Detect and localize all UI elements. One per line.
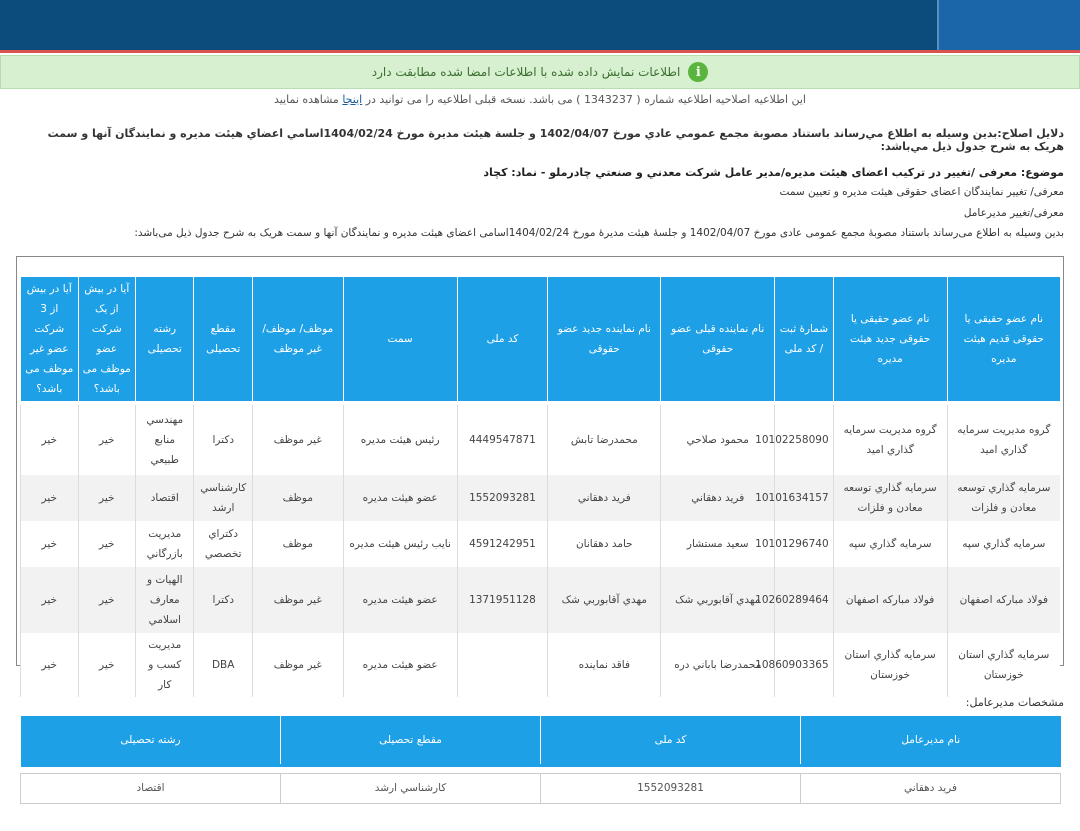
cell-field: الهيات و معارف اسلامي — [136, 567, 194, 633]
cell-registration-no: 10860903365 — [775, 633, 833, 697]
cell-position: عضو هيئت مديره — [343, 567, 457, 633]
info-icon: i — [688, 62, 708, 82]
cell-field: مديريت کسب و کار — [136, 633, 194, 697]
cell-previous-rep: مهدي آقابوربي شک — [661, 567, 775, 633]
cell-old-member: سرمايه گذاري استان خوزستان — [947, 633, 1060, 697]
cell-new-member: سرمايه گذاري استان خوزستان — [833, 633, 947, 697]
cell-old-member: گروه مديريت سرمايه گذاري اميد — [947, 405, 1060, 475]
col-ceo-national-id: کد ملی — [541, 716, 801, 764]
col-registration-no: شمارهٔ ثبت / کد ملی — [775, 277, 833, 401]
board-table-header — [21, 277, 1061, 401]
cell-ceo-national-id: 1552093281 — [541, 773, 801, 803]
col-national-id: کد ملی — [457, 277, 548, 401]
cell-old-member: فولاد مبارکه اصفهان — [947, 567, 1060, 633]
cell-previous-rep: محمدرضا باباني دره — [661, 633, 775, 697]
cell-ceo-degree: کارشناسي ارشد — [281, 773, 541, 803]
header-accent-line — [0, 50, 1080, 53]
cell-national-id — [457, 633, 548, 697]
col-new-member: نام عضو حقیقی یا حقوقی جدید هیئت مدیره — [833, 277, 947, 401]
cell-degree: DBA — [194, 633, 252, 697]
cell-national-id: 1552093281 — [457, 475, 548, 521]
alert-text: اطلاعات نمایش داده شده با اطلاعات امضا شده مطابقت دارد — [371, 65, 681, 79]
col-field: رشته تحصیلی — [136, 277, 194, 401]
cell-new-rep: فريد دهقاني — [548, 475, 661, 521]
table-row — [21, 405, 1061, 475]
cell-new-rep: مهدي آقابوربي شک — [548, 567, 661, 633]
cell-new-member: فولاد مبارکه اصفهان — [833, 567, 947, 633]
cell-field: مديريت بازرگاني — [136, 521, 194, 567]
cell-old-member: سرمايه گذاري توسعه معادن و فلزات — [947, 475, 1060, 521]
col-ceo-degree: مقطع تحصیلی — [281, 716, 541, 764]
signature-match-alert — [0, 55, 1080, 89]
header-logo-area — [937, 0, 1080, 50]
cell-previous-rep: فريد دهقاني — [661, 475, 775, 521]
cell-registration-no: 10102258090 — [775, 405, 833, 475]
col-ceo-field: رشته تحصیلی — [21, 716, 281, 764]
cell-executive-status: غیر موظف — [252, 633, 343, 697]
col-degree: مقطع تحصیلی — [194, 277, 252, 401]
cell-new-member: سرمايه گذاري توسعه معادن و فلزات — [833, 475, 947, 521]
col-executive-status: موظف/ موظف/غیر موظف — [252, 277, 343, 401]
cell-degree: کارشناسي ارشد — [194, 475, 252, 521]
cell-multi-nonexec: خیر — [21, 405, 79, 475]
cell-degree: دکترا — [194, 405, 252, 475]
cell-position: نايب رئيس هيئت مديره — [343, 521, 457, 567]
cell-registration-no: 10101634157 — [775, 475, 833, 521]
cell-multi-nonexec: خیر — [21, 633, 79, 697]
table-row — [21, 773, 1061, 803]
board-members-table-container — [16, 256, 1064, 691]
table-row — [21, 633, 1061, 697]
cell-old-member: سرمايه گذاري سپه — [947, 521, 1060, 567]
cell-previous-rep: محمود صلاحي — [661, 405, 775, 475]
announcement-subject: موضوع: معرفی /تغییر در ترکیب اعضای هیئت مدیره/مدیر عامل شرکت معدني و صنعتي چادرملو - نماد: کچاد — [483, 166, 1064, 179]
cell-position: عضو هيئت مديره — [343, 633, 457, 697]
cell-new-rep: محمدرضا تابش — [548, 405, 661, 475]
cell-new-member: سرمايه گذاري سپه — [833, 521, 947, 567]
previous-version-link[interactable]: اینجا — [342, 93, 363, 106]
cell-national-id: 1371951128 — [457, 567, 548, 633]
col-ceo-name: نام مدیرعامل — [801, 716, 1061, 764]
cell-executive-status: موظف — [252, 475, 343, 521]
cell-multi-nonexec: خیر — [21, 521, 79, 567]
cell-executive-status: موظف — [252, 521, 343, 567]
cell-field: اقتصاد — [136, 475, 194, 521]
col-multi-exec: آیا در بیش از یک شرکت عضو موظف می باشد؟ — [78, 277, 135, 401]
col-multi-nonexec: آیا در بیش از 3 شرکت عضو غیر موظف می باشد؟ — [21, 277, 79, 401]
cell-multi-exec: خیر — [78, 405, 135, 475]
ceo-table — [20, 716, 1061, 804]
intro-line-2: معرفی/تغییر مدیرعامل — [963, 207, 1064, 219]
cell-multi-nonexec: خیر — [21, 567, 79, 633]
intro-line-1: معرفی/ تغییر نمایندگان اعضای حقوقی هیئت مدیره و تعیین سمت — [779, 186, 1064, 198]
notice-text-before: این اطلاعیه اصلاحیه اطلاعیه شماره ( 1343237 ) می باشد. نسخه قبلی اطلاعیه را می توانید در — [362, 93, 806, 106]
table-row — [21, 475, 1061, 521]
cell-executive-status: غیر موظف — [252, 405, 343, 475]
cell-degree: دکترا — [194, 567, 252, 633]
cell-position: عضو هيئت مديره — [343, 475, 457, 521]
cell-position: رئيس هيئت مديره — [343, 405, 457, 475]
cell-registration-no: 10101296740 — [775, 521, 833, 567]
cell-executive-status: غیر موظف — [252, 567, 343, 633]
cell-multi-exec: خیر — [78, 521, 135, 567]
cell-new-rep: فاقد نماينده — [548, 633, 661, 697]
cell-national-id: 4591242951 — [457, 521, 548, 567]
cell-multi-exec: خیر — [78, 633, 135, 697]
table-row — [21, 567, 1061, 633]
ceo-section-title: مشخصات مدیرعامل: — [965, 696, 1064, 709]
cell-new-rep: حامد دهقانان — [548, 521, 661, 567]
cell-multi-nonexec: خیر — [21, 475, 79, 521]
cell-multi-exec: خیر — [78, 567, 135, 633]
notice-text-after: مشاهده نمایید — [273, 93, 343, 106]
cell-degree: دکتراي تخصصي — [194, 521, 252, 567]
col-old-member: نام عضو حقیقی یا حقوقی قدیم هیئت مدیره — [947, 277, 1060, 401]
cell-previous-rep: سعيد مستشار — [661, 521, 775, 567]
cell-national-id: 4449547871 — [457, 405, 548, 475]
board-members-table — [20, 277, 1060, 697]
correction-notice — [0, 93, 1080, 106]
cell-multi-exec: خیر — [78, 475, 135, 521]
cell-registration-no: 10260289464 — [775, 567, 833, 633]
cell-ceo-field: اقتصاد — [21, 773, 281, 803]
cell-ceo-name: فريد دهقاني — [801, 773, 1061, 803]
col-previous-rep: نام نماینده قبلی عضو حقوقی — [661, 277, 775, 401]
col-new-rep: نام نماینده جدید عضو حقوقی — [548, 277, 661, 401]
table-row — [21, 521, 1061, 567]
cell-field: مهندسي منابع طبيعي — [136, 405, 194, 475]
ceo-table-header — [21, 716, 1061, 764]
col-position: سمت — [343, 277, 457, 401]
correction-reasons: دلایل اصلاح:بدين وسيله به اطلاع مي‌رساند باستناد مصوبة مجمع عمومي عادي مورخ 1402/04/07 و جلسة هيئت مديرة مورخ 1404/02/24اسامي اعضاي هيئت مديره و نمايندگان آنها و سمت هريک به شرح جدول ذيل مي‌باشد: — [47, 127, 1064, 153]
intro-line-3: بدین وسیله به اطلاع می‌رساند باستناد مصوبهٔ مجمع عمومی عادی مورخ 1402/04/07 و جلسهٔ هیئت مدیرهٔ مورخ 1404/02/24اسامی اعضای هیئت مدیره و نمایندگان آنها و سمت هریک به شرح جدول ذیل می‌باشد: — [134, 227, 1064, 239]
cell-new-member: گروه مديريت سرمايه گذاري اميد — [833, 405, 947, 475]
top-header-bar — [0, 0, 1080, 52]
